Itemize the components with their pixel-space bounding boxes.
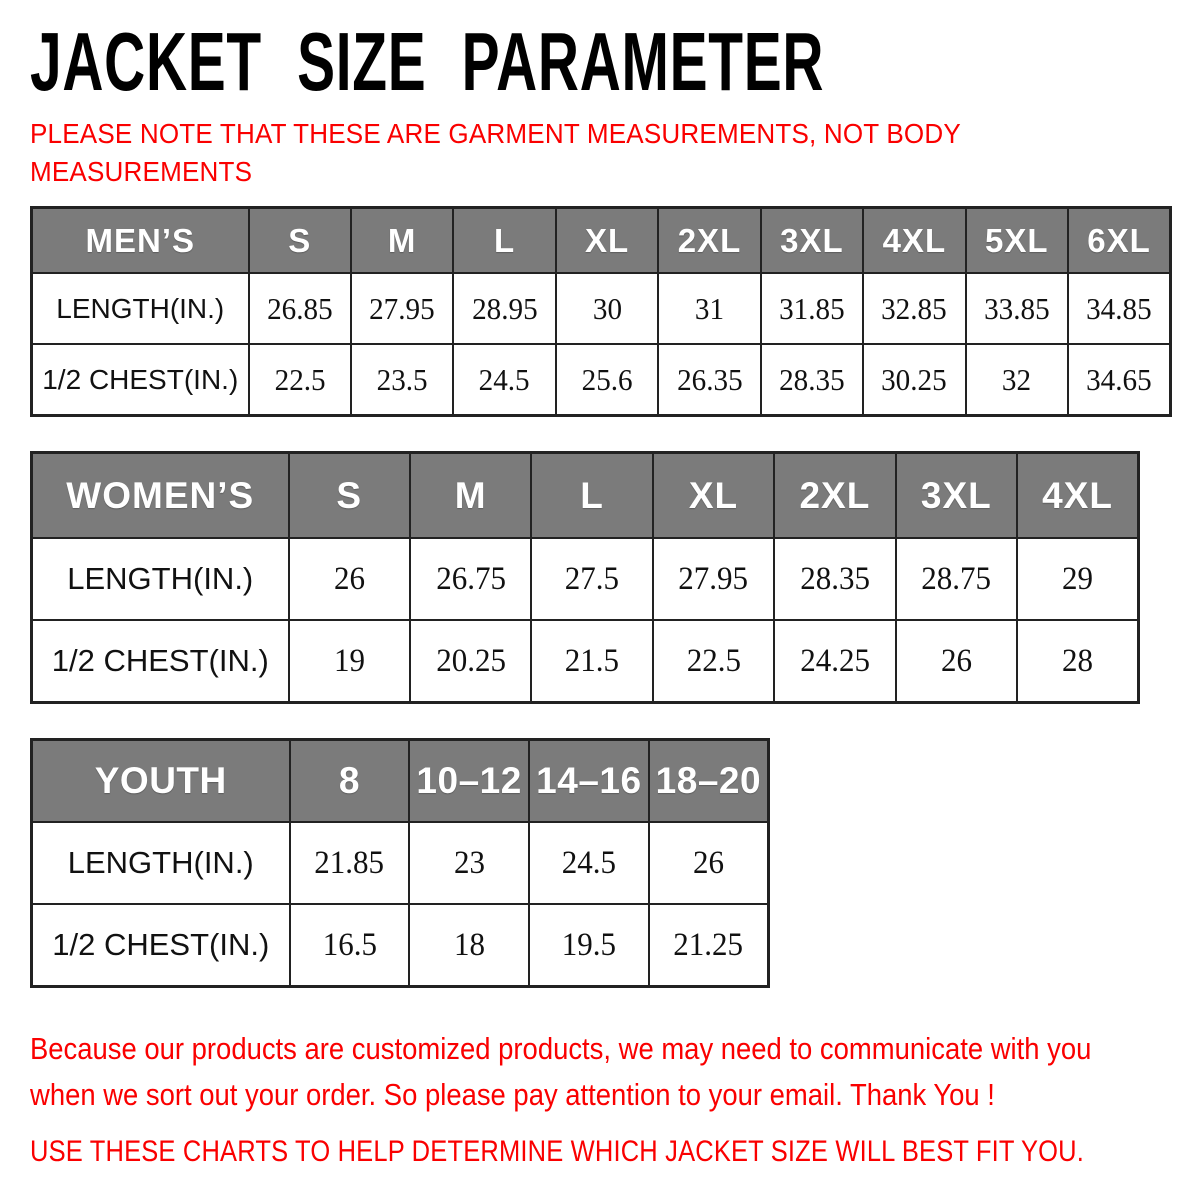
chart-usage-advice-text: USE THESE CHARTS TO HELP DETERMINE WHICH JACKET SIZE WILL BEST FIT YOU. (30, 1134, 1085, 1168)
value-cell (410, 538, 531, 620)
value-cell (531, 620, 652, 702)
value-text: 23 (453, 844, 485, 881)
mens-size-header-cell: S (249, 207, 351, 273)
value-text: 32.85 (881, 290, 948, 326)
value-text: 26 (692, 844, 724, 881)
value-cell (896, 538, 1017, 620)
mens-size-header-cell: 6XL (1068, 207, 1171, 273)
value-cell (1068, 273, 1171, 344)
womens-header-row (32, 452, 1139, 538)
value-text: 20.25 (435, 642, 506, 679)
value-cell (1017, 620, 1138, 702)
value-text: 29 (1062, 560, 1094, 597)
mens-size-header-cell: 5XL (966, 207, 1068, 273)
value-cell (290, 904, 410, 986)
womens-size-table (30, 451, 1140, 704)
mens-size-table (30, 206, 1172, 417)
value-cell (453, 344, 555, 415)
value-text: 19.5 (561, 926, 617, 963)
value-cell (863, 344, 965, 415)
value-text: 24.25 (799, 642, 870, 679)
value-cell (653, 538, 774, 620)
value-text: 34.85 (1086, 290, 1152, 326)
row-label-cell: LENGTH(IN.) (32, 538, 289, 620)
value-text: 21.85 (314, 844, 385, 881)
value-cell (774, 538, 895, 620)
value-text: 34.65 (1086, 361, 1152, 397)
youth-size-header-cell: 14–16 (529, 739, 649, 822)
value-cell (351, 273, 453, 344)
youth-table-title-cell: YOUTH (32, 739, 290, 822)
customization-note-line-2: when we sort out your order. So please pay attention to your email. Thank You ! (30, 1077, 995, 1113)
value-cell (529, 904, 649, 986)
value-cell (351, 344, 453, 415)
value-text: 33.85 (983, 290, 1050, 326)
value-text: 31.85 (779, 290, 845, 326)
mens-size-header-cell: XL (556, 207, 658, 273)
value-text: 30.25 (881, 361, 948, 397)
youth-size-table (30, 738, 770, 988)
mens-size-header-cell: L (453, 207, 555, 273)
value-text: 24.5 (479, 361, 531, 397)
value-cell (896, 620, 1017, 702)
value-cell (453, 273, 555, 344)
mens-size-header-cell: M (351, 207, 453, 273)
value-text: 28.35 (779, 361, 845, 397)
value-text: 27.95 (369, 290, 435, 326)
value-cell (649, 904, 769, 986)
value-text: 25.6 (581, 361, 633, 397)
value-text: 31 (694, 290, 725, 326)
womens-size-header-cell: 3XL (896, 452, 1017, 538)
value-cell (410, 620, 531, 702)
value-text: 26 (940, 642, 972, 679)
garment-measurement-note (30, 115, 1172, 192)
chart-usage-advice (30, 1135, 1172, 1169)
value-cell (290, 822, 410, 904)
mens-size-header-cell: 2XL (658, 207, 760, 273)
value-text: 22.5 (274, 361, 326, 397)
value-cell (966, 344, 1068, 415)
value-text: 26 (333, 560, 365, 597)
value-cell (774, 620, 895, 702)
value-cell (249, 273, 351, 344)
customization-note (30, 1026, 1172, 1119)
womens-size-header-cell: L (531, 452, 652, 538)
row-label-cell: 1/2 CHEST(IN.) (32, 344, 249, 415)
value-cell (289, 620, 410, 702)
value-cell (289, 538, 410, 620)
value-text: 32 (1002, 361, 1032, 397)
value-cell (1017, 538, 1138, 620)
value-text: 28.75 (921, 560, 992, 597)
value-cell (409, 904, 529, 986)
page-title-text: JACKET SIZE PARAMETER (30, 14, 825, 108)
value-text: 19 (333, 642, 365, 679)
value-text: 27.5 (564, 560, 620, 597)
value-text: 30 (592, 290, 622, 326)
mens-table-title-cell: MEN’S (32, 207, 249, 273)
value-text: 18 (453, 926, 485, 963)
mens-size-header-cell: 4XL (863, 207, 965, 273)
note-line-1: PLEASE NOTE THAT THESE ARE GARMENT MEASUREMENTS, NOT BODY (30, 117, 961, 149)
womens-size-header-cell: 4XL (1017, 452, 1138, 538)
value-cell (761, 344, 863, 415)
mens-size-header-cell: 3XL (761, 207, 863, 273)
value-text: 21.25 (673, 926, 744, 963)
womens-size-header-cell: M (410, 452, 531, 538)
value-text: 28.35 (799, 560, 870, 597)
page-title (30, 14, 1172, 108)
youth-size-header-cell: 18–20 (649, 739, 769, 822)
row-label-cell: 1/2 CHEST(IN.) (32, 620, 289, 702)
value-cell (649, 822, 769, 904)
value-text: 22.5 (686, 642, 741, 679)
value-cell (531, 538, 652, 620)
table-row (32, 273, 1171, 344)
value-text: 26.85 (266, 290, 333, 326)
value-text: 28.95 (471, 290, 538, 326)
youth-header-row (32, 739, 769, 822)
value-text: 26.35 (676, 361, 743, 397)
womens-size-header-cell: XL (653, 452, 774, 538)
value-text: 28 (1062, 642, 1094, 679)
customization-note-line-1: Because our products are customized products, we may need to communicate with you (30, 1030, 1092, 1066)
value-text: 27.95 (678, 560, 749, 597)
value-cell (1068, 344, 1171, 415)
value-cell (249, 344, 351, 415)
note-line-2: MEASUREMENTS (30, 156, 253, 188)
value-cell (409, 822, 529, 904)
value-cell (966, 273, 1068, 344)
table-row (32, 822, 769, 904)
value-cell (658, 344, 760, 415)
value-text: 23.5 (376, 361, 428, 397)
value-text: 24.5 (561, 844, 617, 881)
row-label-cell: LENGTH(IN.) (32, 273, 249, 344)
row-label-cell: 1/2 CHEST(IN.) (32, 904, 290, 986)
youth-size-header-cell: 8 (290, 739, 410, 822)
value-cell (653, 620, 774, 702)
value-cell (529, 822, 649, 904)
value-text: 21.5 (564, 642, 620, 679)
value-text: 26.75 (435, 560, 506, 597)
value-text: 16.5 (322, 926, 377, 963)
womens-size-header-cell: S (289, 452, 410, 538)
value-cell (863, 273, 965, 344)
youth-size-header-cell: 10–12 (409, 739, 529, 822)
row-label-cell: LENGTH(IN.) (32, 822, 290, 904)
value-cell (761, 273, 863, 344)
table-row (32, 344, 1171, 415)
value-cell (658, 273, 760, 344)
table-row (32, 620, 1139, 702)
value-cell (556, 344, 658, 415)
table-row (32, 904, 769, 986)
value-cell (556, 273, 658, 344)
table-row (32, 538, 1139, 620)
mens-header-row (32, 207, 1171, 273)
womens-size-header-cell: 2XL (774, 452, 895, 538)
womens-table-title-cell: WOMEN’S (32, 452, 289, 538)
